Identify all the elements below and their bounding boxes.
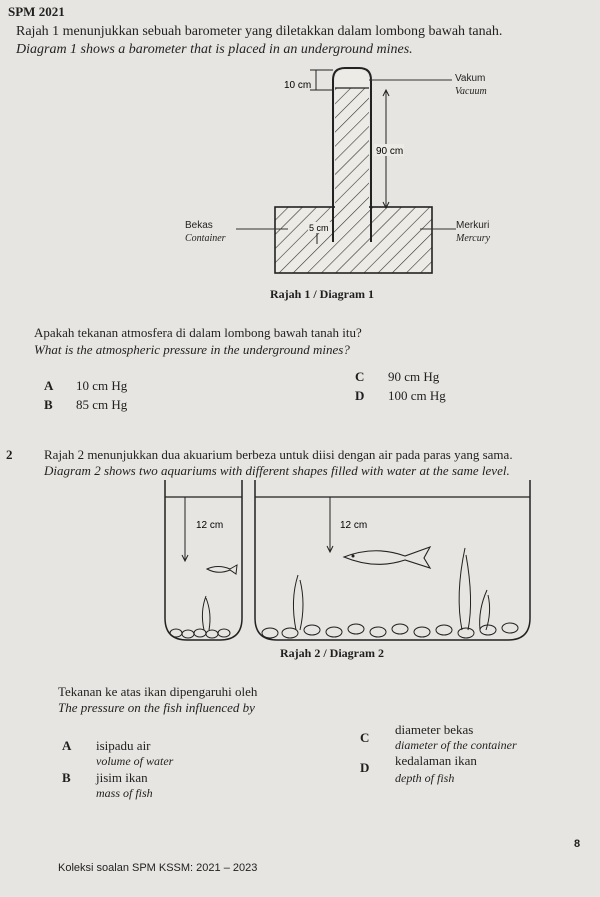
q2-option-a-letter: A bbox=[62, 738, 72, 753]
label-5cm: 5 cm bbox=[309, 223, 329, 233]
q1-stem-malay: Rajah 1 menunjukkan sebuah barometer yang diletakkan dalam lombong bawah tanah. bbox=[16, 24, 503, 39]
q2-option-a-english: volume of water bbox=[96, 754, 174, 768]
q1-option-c[interactable]: 90 cm Hg bbox=[388, 369, 440, 384]
depth-label-right: 12 cm bbox=[340, 520, 368, 531]
container-label-malay: Bekas bbox=[185, 220, 213, 231]
q2-option-c-letter: C bbox=[360, 730, 370, 745]
q1-option-a[interactable]: 10 cm Hg bbox=[76, 378, 128, 393]
pebbles-left bbox=[170, 629, 230, 638]
fish-large bbox=[344, 547, 430, 568]
q2-option-b[interactable]: jisim ikan bbox=[96, 770, 148, 785]
q2-option-b-english: mass of fish bbox=[96, 786, 153, 800]
label-90cm: 90 cm bbox=[376, 146, 404, 157]
vacuum-label-english: Vacuum bbox=[455, 86, 487, 97]
q2-question-malay: Tekanan ke atas ikan dipengaruhi oleh bbox=[58, 684, 258, 699]
q2-option-d[interactable]: kedalaman ikan bbox=[395, 753, 477, 768]
mercury-label-english: Mercury bbox=[456, 233, 491, 244]
diagram2-caption: Rajah 2 / Diagram 2 bbox=[280, 646, 384, 660]
q1-question-malay: Apakah tekanan atmosfera di dalam lombong bawah tanah itu? bbox=[34, 325, 362, 340]
aquarium-diagram bbox=[160, 478, 540, 644]
q2-option-b-letter: B bbox=[62, 770, 71, 785]
q2-stem-malay: Rajah 2 menunjukkan dua akuarium berbeza untuk diisi dengan air pada paras yang sama. bbox=[44, 447, 513, 462]
q2-option-c[interactable]: diameter bekas bbox=[395, 722, 474, 737]
q1-option-d[interactable]: 100 cm Hg bbox=[388, 388, 446, 403]
exam-year-header: SPM 2021 bbox=[8, 4, 65, 19]
page-number: 8 bbox=[574, 838, 581, 850]
fish-small bbox=[207, 565, 237, 574]
q1-stem-english: Diagram 1 shows a barometer that is placed in an underground mines. bbox=[16, 42, 413, 57]
container-label-english: Container bbox=[185, 233, 226, 244]
q2-option-a[interactable]: isipadu air bbox=[96, 738, 151, 753]
q1-option-c-letter: C bbox=[355, 369, 365, 384]
depth-label-left: 12 cm bbox=[196, 520, 224, 531]
q1-option-b-letter: B bbox=[44, 397, 53, 412]
vacuum-label-malay: Vakum bbox=[455, 73, 486, 84]
plant-left bbox=[202, 596, 210, 630]
q2-question-english: The pressure on the fish influenced by bbox=[58, 700, 255, 715]
q1-option-a-letter: A bbox=[44, 378, 54, 393]
mercury-column bbox=[335, 88, 369, 242]
q1-option-b[interactable]: 85 cm Hg bbox=[76, 397, 128, 412]
vacuum-space bbox=[335, 70, 369, 88]
diagram1-caption: Rajah 1 / Diagram 1 bbox=[270, 287, 374, 301]
narrow-aquarium bbox=[165, 480, 242, 640]
q1-option-d-letter: D bbox=[355, 388, 365, 403]
q2-option-c-english: diameter of the container bbox=[395, 738, 517, 752]
mercury-label-malay: Merkuri bbox=[456, 220, 490, 231]
plants-right bbox=[293, 548, 489, 630]
q2-option-d-letter: D bbox=[360, 760, 370, 775]
q2-stem-english: Diagram 2 shows two aquariums with different shapes filled with water at the same level. bbox=[44, 463, 510, 478]
label-10cm: 10 cm bbox=[284, 80, 312, 91]
q1-question-english: What is the atmospheric pressure in the underground mines? bbox=[34, 342, 350, 357]
q2-number: 2 bbox=[6, 447, 13, 462]
q2-option-d-english: depth of fish bbox=[395, 771, 455, 785]
collection-footer: Koleksi soalan SPM KSSM: 2021 – 2023 bbox=[58, 862, 258, 874]
